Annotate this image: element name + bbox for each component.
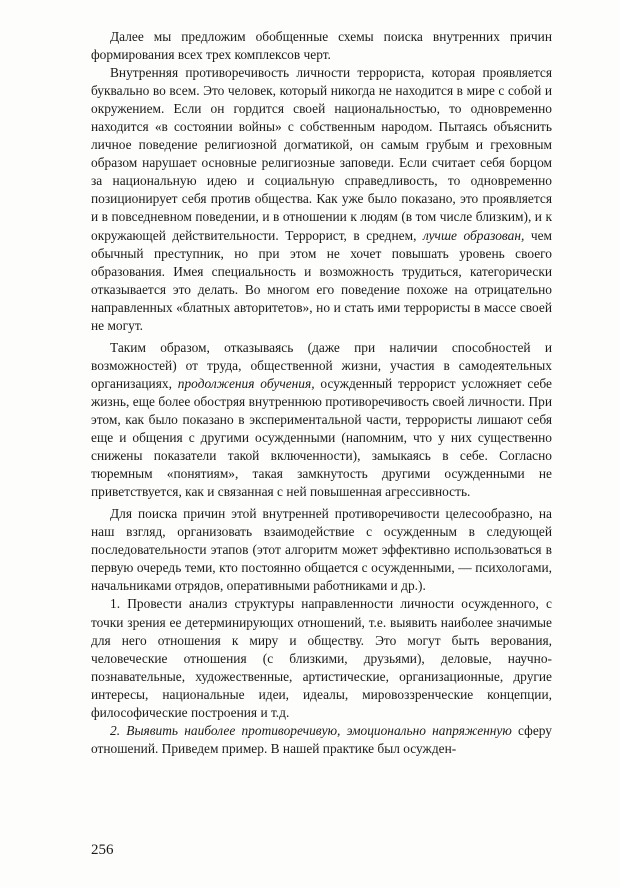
paragraph-4 — [91, 595, 552, 721]
paragraph-2 — [91, 339, 552, 501]
paragraph-5 — [91, 722, 552, 758]
text-run-italic: продолжения обучения, — [177, 375, 315, 391]
text-run: осужденный террорист усложняет себе жизнь, еще более обостряя внутреннюю противоречивость своей личности. При этом, как было показано в экспериментальной части, террористы лишают себя еще и общения с другими осужденными (напомним, что у них существенно снижены показатели такой включенности), замыкаясь в себе. Согласно тюремным «понятиям», такая замкнутость другими осужденными не приветствуется, как и связанная с ней повышенная агрессивность. — [91, 375, 552, 500]
text-run: Для поиска причин этой внутренней противоречивости целесообразно, на наш взгляд, организовать взаимодействие с осужденным в следующей последовательности этапов (этот алгоритм может эффективно использоваться в первую очередь теми, кто постоянно общается с осужденными, — психологами, начальниками отрядов, оперативными работниками и др.). — [91, 506, 552, 594]
page-number: 256 — [91, 842, 114, 858]
text-run: Таким образом, отказываясь (даже при наличии способностей и возможностей) от труда, общественной жизни, участия в самодеятельных организациях, — [91, 339, 552, 391]
paragraph-1 — [91, 64, 552, 335]
body-text — [91, 28, 552, 758]
paragraph-3 — [91, 505, 552, 595]
text-run: Внутренняя противоречивость личности террориста, которая проявляется буквально во всем. Это человек, который никогда не находится в мире с собой и окружением. Если он гордится своей национальностью, то одновременно находится «в состоянии войны» с собственным народом. Пытаясь объяснить личное поведение религиозной догматикой, он самым грубым и греховным образом нарушает основные религиозные заповеди. Если считает себя борцом за национальную идею и социальную справедливость, то одновременно позиционирует себя против общества. Как уже было показано, это проявляется и в повседневном поведении, и в отношении к людям (в том числе близким), и к окружающей действительности. Террорист, в среднем, — [91, 65, 552, 243]
text-run: Далее мы предложим обобщенные схемы поиска внутренних причин формирования всех трех комплексов черт. — [91, 29, 552, 63]
paragraph-intro — [91, 28, 552, 64]
text-run: чем обычный преступник, но при этом не хочет повышать уровень своего образования. Имея специальность и возможность трудиться, категорически отказывается это делать. Во многом его поведение похоже на отрицательно направленных «блатных авторитетов», но и стать ими террористы в массе своей не могут. — [91, 227, 553, 333]
text-run: сферу отношений. Приведем пример. В нашей практике был осужден- — [91, 722, 552, 756]
text-run-italic: лучше образован, — [422, 227, 525, 243]
text-run: 1. Провести анализ структуры направленности личности осужденного, с точки зрения ее детерминирующих отношений, т.е. выявить наиболее значимые для него отношения к миру и обществу. Это могут быть верования, человеческие отношения (с близкими, друзьями), деловые, научно-познавательные, художественные, артистические, организационные, другие интересы, национальные идеи, идеалы, мировоззренческие концепции, философические построения и т.д. — [91, 596, 552, 720]
text-run-italic: 2. Выявить наиболее противоречивую, эмоционально напряженную — [110, 722, 512, 738]
